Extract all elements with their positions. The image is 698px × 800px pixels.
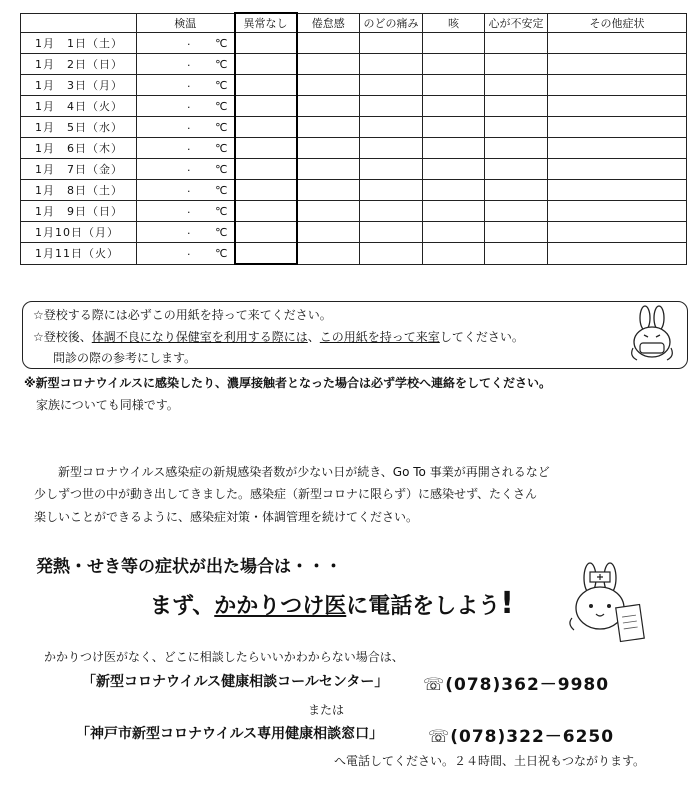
cough-cell[interactable] — [423, 138, 485, 159]
mental-unstable-cell[interactable] — [485, 54, 548, 75]
celsius-unit: ℃ — [215, 183, 228, 197]
celsius-unit: ℃ — [215, 225, 228, 239]
sore-throat-cell[interactable] — [360, 33, 423, 54]
table-row — [21, 201, 687, 222]
cough-cell[interactable] — [423, 222, 485, 243]
fatigue-cell[interactable] — [297, 201, 360, 222]
date-cell: 1月 1日（土） — [21, 33, 137, 54]
decimal-point: . — [187, 35, 191, 48]
header-no-abnormality: 異常なし — [235, 13, 297, 33]
temperature-cell[interactable] — [137, 117, 235, 138]
sore-throat-cell[interactable] — [360, 138, 423, 159]
notice-box — [22, 301, 688, 369]
temperature-cell[interactable] — [137, 243, 235, 265]
decimal-point: . — [187, 98, 191, 111]
cough-cell[interactable] — [423, 180, 485, 201]
fatigue-cell[interactable] — [297, 33, 360, 54]
date-cell: 1月 6日（木） — [21, 138, 137, 159]
decimal-point: . — [187, 161, 191, 174]
no-abnormality-cell[interactable] — [235, 201, 297, 222]
mental-unstable-cell[interactable] — [485, 243, 548, 265]
sore-throat-cell[interactable] — [360, 54, 423, 75]
no-abnormality-cell[interactable] — [235, 117, 297, 138]
other-symptoms-cell[interactable] — [548, 117, 687, 138]
mental-unstable-cell[interactable] — [485, 222, 548, 243]
mental-unstable-cell[interactable] — [485, 201, 548, 222]
celsius-unit: ℃ — [215, 36, 228, 50]
kobe-consult-name: 「神戸市新型コロナウイルス専用健康相談窓口」 — [76, 726, 384, 742]
cough-cell[interactable] — [423, 75, 485, 96]
celsius-unit: ℃ — [215, 141, 228, 155]
other-symptoms-cell[interactable] — [548, 33, 687, 54]
no-abnormality-cell[interactable] — [235, 96, 297, 117]
call-center-name: 「新型コロナウイルス健康相談コールセンター」 — [82, 674, 389, 690]
no-abnormality-cell[interactable] — [235, 159, 297, 180]
no-abnormality-cell[interactable] — [235, 180, 297, 201]
header-date — [21, 13, 137, 33]
other-symptoms-cell[interactable] — [548, 75, 687, 96]
decimal-point: . — [187, 182, 191, 195]
temperature-cell[interactable] — [137, 54, 235, 75]
celsius-unit: ℃ — [215, 78, 228, 92]
date-cell: 1月 3日（月） — [21, 75, 137, 96]
headline-line-1: 発熱・せき等の症状が出た場合は・・・ — [36, 557, 342, 577]
notice-line-2: ☆登校後、体調不良になり保健室を利用する際には、この用紙を持って来室してください。 — [33, 330, 524, 344]
header-sore-throat: のどの痛み — [360, 13, 423, 33]
table-row — [21, 159, 687, 180]
date-cell: 1月 8日（土） — [21, 180, 137, 201]
celsius-unit: ℃ — [215, 120, 228, 134]
fatigue-cell[interactable] — [297, 96, 360, 117]
mental-unstable-cell[interactable] — [485, 75, 548, 96]
cough-cell[interactable] — [423, 201, 485, 222]
temperature-cell[interactable] — [137, 180, 235, 201]
table-row — [21, 117, 687, 138]
table-header-row — [21, 13, 687, 33]
other-symptoms-cell[interactable] — [548, 96, 687, 117]
no-abnormality-cell[interactable] — [235, 243, 297, 265]
sore-throat-cell[interactable] — [360, 243, 423, 265]
header-fatigue: 倦怠感 — [297, 13, 360, 33]
celsius-unit: ℃ — [215, 204, 228, 218]
other-symptoms-cell[interactable] — [548, 54, 687, 75]
no-abnormality-cell[interactable] — [235, 222, 297, 243]
sore-throat-cell[interactable] — [360, 117, 423, 138]
celsius-unit: ℃ — [215, 57, 228, 71]
table-row — [21, 222, 687, 243]
temperature-cell[interactable] — [137, 75, 235, 96]
header-cough: 咳 — [423, 13, 485, 33]
table-row — [21, 33, 687, 54]
sore-throat-cell[interactable] — [360, 96, 423, 117]
temperature-cell[interactable] — [137, 138, 235, 159]
warning-line-2: 家族についても同様です。 — [36, 398, 179, 412]
fatigue-cell[interactable] — [297, 222, 360, 243]
celsius-unit: ℃ — [215, 99, 228, 113]
date-cell: 1月11日（火） — [21, 243, 137, 265]
mental-unstable-cell[interactable] — [485, 96, 548, 117]
table-row — [21, 243, 687, 265]
decimal-point: . — [187, 77, 191, 90]
date-cell: 1月 7日（金） — [21, 159, 137, 180]
sore-throat-cell[interactable] — [360, 201, 423, 222]
celsius-unit: ℃ — [215, 162, 228, 176]
date-cell: 1月 4日（火） — [21, 96, 137, 117]
no-abnormality-cell[interactable] — [235, 75, 297, 96]
fatigue-cell[interactable] — [297, 180, 360, 201]
table-row — [21, 180, 687, 201]
kobe-consult-phone[interactable]: ☏(078)322－6250 — [428, 727, 615, 747]
cough-cell[interactable] — [423, 159, 485, 180]
celsius-unit: ℃ — [215, 246, 228, 260]
other-symptoms-cell[interactable] — [548, 222, 687, 243]
date-cell: 1月10日（月） — [21, 222, 137, 243]
decimal-point: . — [187, 140, 191, 153]
fatigue-cell[interactable] — [297, 138, 360, 159]
decimal-point: . — [187, 224, 191, 237]
mental-unstable-cell[interactable] — [485, 33, 548, 54]
bunny-mask-illustration — [623, 304, 679, 366]
headline-line-2: まず、かかりつけ医に電話をしよう! — [150, 586, 514, 621]
date-cell: 1月 5日（水） — [21, 117, 137, 138]
notice-line-3: 問診の際の参考にします。 — [53, 351, 197, 365]
mental-unstable-cell[interactable] — [485, 180, 548, 201]
sore-throat-cell[interactable] — [360, 222, 423, 243]
paragraph-line-2: 少しずつ世の中が動き出してきました。感染症（新型コロナに限らず）に感染せず、たくさん — [34, 487, 538, 501]
paragraph-line-3: 楽しいことができるように、感染症対策・体調管理を続けてください。 — [34, 510, 419, 524]
decimal-point: . — [187, 119, 191, 132]
cough-cell[interactable] — [423, 33, 485, 54]
header-mental-unstable: 心が不安定 — [485, 13, 548, 33]
contacts-closing: へ電話してください。２４時間、土日祝もつながります。 — [334, 754, 646, 768]
mental-unstable-cell[interactable] — [485, 138, 548, 159]
call-center-phone[interactable]: ☏(078)362－9980 — [423, 675, 610, 695]
table-row — [21, 96, 687, 117]
contacts-intro: かかりつけ医がなく、どこに相談したらいいかわからない場合は、 — [44, 650, 404, 664]
sore-throat-cell[interactable] — [360, 180, 423, 201]
no-abnormality-cell[interactable] — [235, 138, 297, 159]
fatigue-cell[interactable] — [297, 243, 360, 265]
decimal-point: . — [187, 56, 191, 69]
other-symptoms-cell[interactable] — [548, 138, 687, 159]
header-other-symptoms: その他症状 — [548, 13, 687, 33]
or-text: または — [308, 703, 345, 717]
date-cell: 1月 2日（日） — [21, 54, 137, 75]
mental-unstable-cell[interactable] — [485, 159, 548, 180]
fatigue-cell[interactable] — [297, 159, 360, 180]
paragraph-line-1: 新型コロナウイルス感染症の新規感染者数が少ない日が続き、Go To 事業が再開されるなど — [58, 465, 550, 479]
no-abnormality-cell[interactable] — [235, 54, 297, 75]
fatigue-cell[interactable] — [297, 54, 360, 75]
temperature-cell[interactable] — [137, 96, 235, 117]
temperature-cell[interactable] — [137, 222, 235, 243]
temperature-cell[interactable] — [137, 159, 235, 180]
cough-cell[interactable] — [423, 117, 485, 138]
date-cell: 1月 9日（日） — [21, 201, 137, 222]
mental-unstable-cell[interactable] — [485, 117, 548, 138]
health-check-table — [20, 12, 687, 265]
table-row — [21, 54, 687, 75]
other-symptoms-cell[interactable] — [548, 243, 687, 265]
other-symptoms-cell[interactable] — [548, 180, 687, 201]
fatigue-cell[interactable] — [297, 117, 360, 138]
table-row — [21, 138, 687, 159]
sore-throat-cell[interactable] — [360, 159, 423, 180]
notice-line-1: ☆登校する際には必ずこの用紙を持って来てください。 — [33, 308, 332, 322]
other-symptoms-cell[interactable] — [548, 159, 687, 180]
no-abnormality-cell[interactable] — [235, 33, 297, 54]
decimal-point: . — [187, 245, 191, 258]
warning-line-1: ※新型コロナウイルスに感染したり、濃厚接触者となった場合は必ず学校へ連絡をしてください。 — [24, 376, 551, 390]
other-symptoms-cell[interactable] — [548, 201, 687, 222]
decimal-point: . — [187, 203, 191, 216]
cough-cell[interactable] — [423, 243, 485, 265]
cough-cell[interactable] — [423, 96, 485, 117]
header-temperature: 検温 — [137, 13, 235, 33]
temperature-cell[interactable] — [137, 201, 235, 222]
nurse-bunny-illustration — [566, 560, 650, 646]
cough-cell[interactable] — [423, 54, 485, 75]
fatigue-cell[interactable] — [297, 75, 360, 96]
temperature-cell[interactable] — [137, 33, 235, 54]
sore-throat-cell[interactable] — [360, 75, 423, 96]
table-row — [21, 75, 687, 96]
